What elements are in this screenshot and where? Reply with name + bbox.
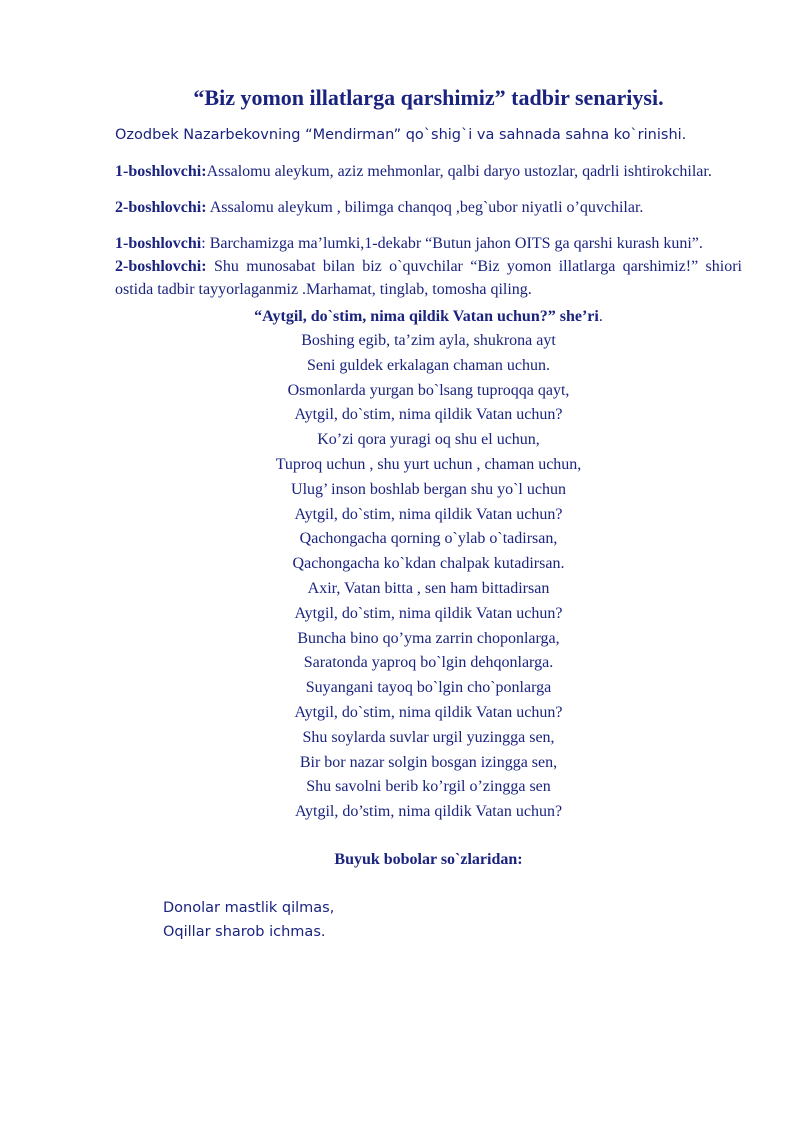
poem-title-end: .	[598, 308, 603, 325]
quote-line: Donolar mastlik qilmas,	[163, 899, 335, 916]
dialogue-line-2	[115, 196, 742, 219]
speaker-label: 2-boshlovchi:	[115, 258, 207, 275]
quote-block	[163, 896, 742, 945]
poem-line: Ulug’ inson boshlab bergan shu yo`l uchun	[291, 480, 566, 498]
poem-line: Osmonlarda yurgan bo`lsang tuproqqa qayt,	[287, 381, 570, 399]
quote-line: Oqillar sharob ichmas.	[163, 924, 326, 941]
speaker-label: 1-boshlovchi:	[115, 163, 207, 180]
speaker-label: 1-boshlovchi	[115, 235, 202, 252]
poem-line: Shu soylarda suvlar urgil yuzingga sen,	[302, 728, 555, 746]
poem-line: Seni guldek erkalagan chaman uchun.	[306, 356, 551, 374]
poem-line: Aytgil, do`stim, nima qildik Vatan uchun?	[294, 604, 563, 622]
poem-line: Boshing egib, ta’zim ayla, shukrona ayt	[301, 332, 556, 349]
poem-line: Qachongacha qorning o`ylab o`tadirsan,	[299, 530, 558, 548]
poem-line: Aytgil, do’stim, nima qildik Vatan uchun?	[294, 803, 563, 821]
dialogue-line-3	[115, 232, 742, 255]
poem-line: Suyangani tayoq bo`lgin cho`ponlarga	[305, 679, 552, 697]
poem-line: Saratonda yaproq bo`lgin dehqonlarga.	[303, 654, 554, 672]
dialogue-text: Shu munosabat bilan biz o`quvchilar “Biz yomon illatlarga qarshimiz!” shiori ostida tadbir tayyorlaganmiz .Marhamat, tinglab, tomosha qiling.	[115, 258, 742, 298]
dialogue-line-1	[115, 160, 742, 183]
poem-line: Axir, Vatan bitta , sen ham bittadirsan	[307, 579, 550, 597]
dialogue-text: Assalomu aleykum, aziz mehmonlar, qalbi daryo ustozlar, qadrli ishtirokchilar.	[206, 163, 712, 180]
document-title: “Biz yomon illatlarga qarshimiz” tadbir senariysi.	[193, 85, 664, 110]
poem-line: Aytgil, do`stim, nima qildik Vatan uchun?	[294, 703, 563, 721]
poem-line: Qachongacha ko`kdan chalpak kutadirsan.	[292, 555, 565, 573]
speaker-label: 2-boshlovchi:	[115, 199, 207, 216]
poem-title	[115, 305, 742, 328]
poem-line: Tuproq uchun , shu yurt uchun , chaman uchun,	[275, 455, 582, 473]
dialogue-text: Assalomu aleykum , bilimga chanqoq ,beg`ubor niyatli o’quvchilar.	[206, 199, 644, 216]
poem-line: Buncha bino qo’yma zarrin choponlarga,	[297, 629, 560, 647]
intro-paragraph: Ozodbek Nazarbekovning “Mendirman” qo`shig`i va sahnada sahna ko`rinishi.	[115, 127, 687, 143]
document-page	[115, 84, 742, 945]
poem-line: Ko’zi qora yuragi oq shu el uchun,	[317, 431, 540, 449]
poem-line: Bir bor nazar solgin bosgan izingga sen,	[299, 753, 558, 771]
dialogue-line-4	[115, 255, 742, 301]
poem-line: Shu savolni berib ko’rgil o’zingga sen	[306, 778, 551, 796]
poem-body	[115, 329, 742, 825]
section-title: Buyuk bobolar so`zlaridan:	[334, 850, 523, 868]
poem-line: Aytgil, do`stim, nima qildik Vatan uchun?	[294, 406, 563, 424]
poem-title-text: “Aytgil, do`stim, nima qildik Vatan uchun?” she’ri	[254, 308, 599, 325]
dialogue-text: : Barchamizga ma’lumki,1-dekabr “Butun jahon OITS ga qarshi kurash kuni”.	[201, 235, 703, 252]
poem-line: Aytgil, do`stim, nima qildik Vatan uchun?	[294, 505, 563, 523]
